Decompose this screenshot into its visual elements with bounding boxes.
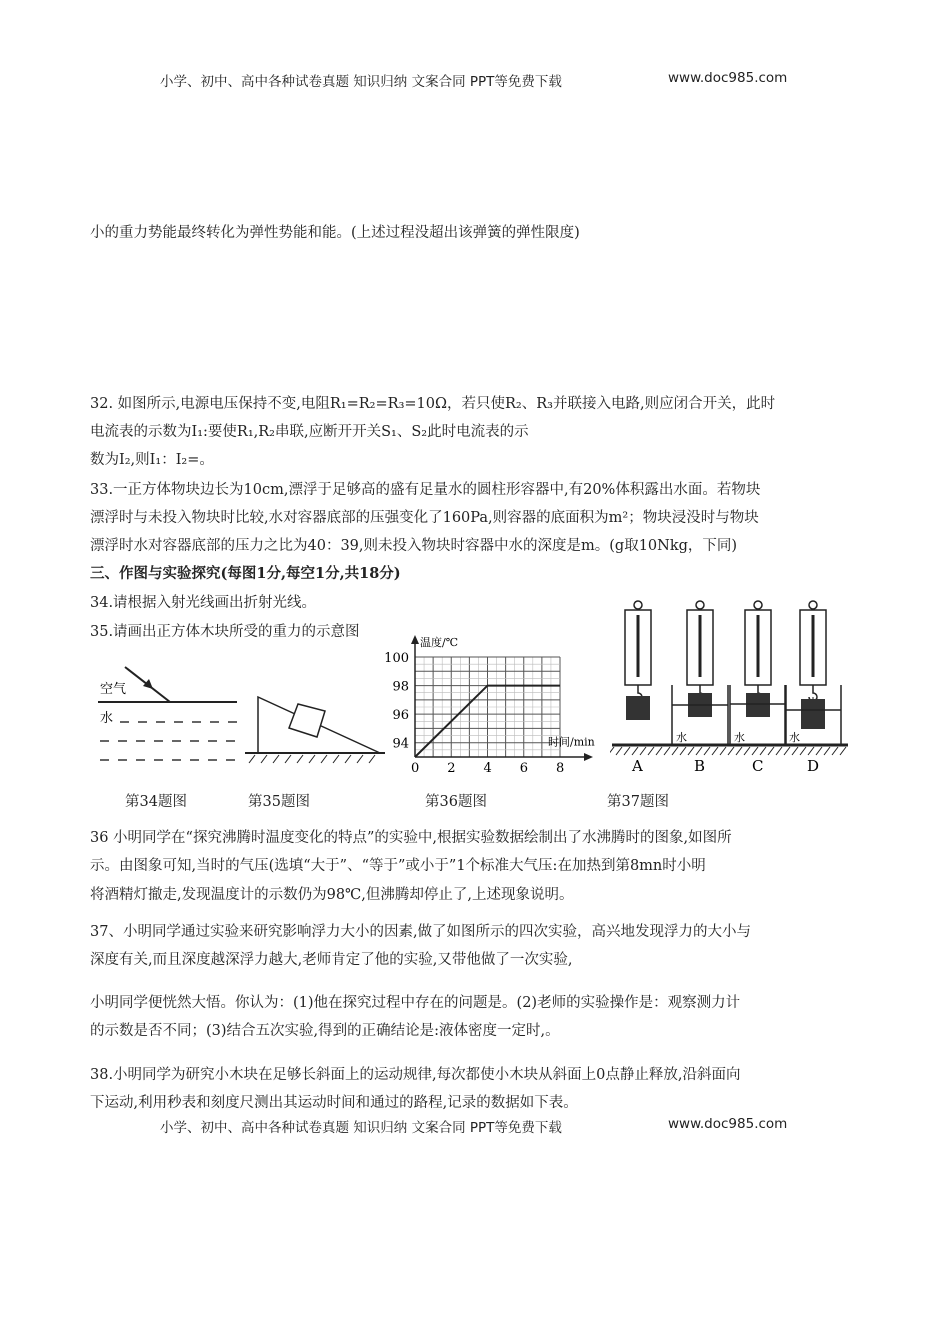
y-tick-label: 100 [384, 651, 409, 666]
ground-hatch [728, 747, 734, 755]
figure-36-chart [380, 635, 620, 775]
x-axis-arrow [584, 753, 593, 761]
caption-34: 第34题图 [125, 794, 187, 810]
ground-hatch [712, 747, 718, 755]
ground-hatch [792, 747, 798, 755]
q38-line: 38.小明同学为研究小木块在足够长斜面上的运动规律,每次都使小木块从斜面上0点静止释放,沿斜面向 [90, 1067, 741, 1083]
ground-hatch [672, 747, 678, 755]
y-axis-arrow [411, 635, 419, 644]
q37-line: 小明同学便恍然大悟。你认为：(1)他在探究过程中存在的问题是。(2)老师的实验操作是：观察测力计 [90, 995, 741, 1011]
ground-hatch [648, 747, 654, 755]
q33-line: 漂浮时水对容器底部的压力之比为40：39,则未投入物块时容器中水的深度是m。(g取10Nkg，下同) [90, 538, 738, 554]
y-tick-label: 98 [392, 679, 409, 695]
water-label: 水 [734, 731, 745, 744]
q34-line: 34.请根据入射光线画出折射光线。 [90, 595, 317, 611]
x-tick-label: 2 [447, 761, 456, 775]
ground-hatch [808, 747, 814, 755]
x-tick-label: 6 [519, 761, 529, 775]
header-text: 小学、初中、高中各种试卷真题 知识归纳 文案合同 PPT等免费下载 [160, 74, 562, 90]
scale-ring [754, 601, 762, 609]
ground-hatch [624, 747, 630, 755]
x-axis-label: 时间/min [548, 735, 595, 749]
y-axis-label: 温度/℃ [420, 636, 459, 649]
ground-hatch [824, 747, 830, 755]
scale-ring [634, 601, 642, 609]
ground-hatch [744, 747, 750, 755]
q38-line: 下运动,利用秒表和刻度尺测出其运动时间和通过的路程,记录的数据如下表。 [90, 1095, 578, 1111]
water-label: 水 [789, 731, 800, 744]
ground-hatch [640, 747, 646, 755]
label-D: D [807, 757, 820, 775]
q36-line: 36 小明同学在“探究沸腾时温度变化的特点”的实验中,根据实验数据绘制出了水沸腾时的图象,如图所 [90, 830, 732, 846]
text-line: 小的重力势能最终转化为弹性势能和能。(上述过程没超出该弹簧的弹性限度) [90, 225, 580, 241]
metal-block [801, 699, 825, 729]
y-tick-label: 94 [392, 736, 409, 752]
q37-line: 的示数是否不同；(3)结合五次实验,得到的正确结论是:液体密度一定时,。 [90, 1023, 560, 1039]
footer-site: www.doc985.com [668, 1116, 788, 1132]
figure-37-buoyancy [610, 595, 850, 775]
metal-block [746, 693, 770, 717]
water-label: 水 [676, 731, 687, 744]
q33-line: 漂浮时与未投入物块时比较,水对容器底部的压强变化了160Pa,则容器的底面积为m²；物块浸没时与物块 [90, 510, 759, 526]
section-heading: 三、作图与实验探究(每图1分,每空1分,共18分) [90, 565, 401, 582]
q35-line: 35.请画出正方体木块所受的重力的示意图 [90, 624, 360, 640]
scale-ring [809, 601, 817, 609]
q32-line: 32. 如图所示,电源电压保持不变,电阻R₁=R₂=R₃=10Ω，若只使R₂、R₃并联接入电路,则应闭合开关，此时 [90, 396, 776, 412]
x-tick-label: 0 [411, 761, 420, 775]
y-tick-label: 96 [392, 708, 409, 724]
ground-hatch [768, 747, 774, 755]
footer-text: 小学、初中、高中各种试卷真题 知识归纳 文案合同 PPT等免费下载 [160, 1120, 562, 1136]
ground-hatch [632, 747, 638, 755]
q36-line: 示。由图象可知,当时的气压(选填“大于”、“等于”或小于”1个标准大气压:在加热到第8mn时小明 [90, 858, 706, 874]
label-B: B [694, 757, 706, 775]
ground-hatch [616, 747, 622, 755]
ground-hatch [656, 747, 662, 755]
q36-line: 将酒精灯撤走,发现温度计的示数仍为98℃,但沸腾却停止了,上述现象说明。 [90, 887, 574, 903]
ground-hatch [680, 747, 686, 755]
x-tick-label: 8 [556, 761, 565, 775]
q32-line: 数为I₂,则I₁：I₂=。 [90, 452, 214, 468]
ground-hatch [776, 747, 782, 755]
water-label: 水 [100, 711, 114, 726]
q37-line: 37、小明同学通过实验来研究影响浮力大小的因素,做了如图所示的四次实验，高兴地发现浮力的大小与 [90, 924, 752, 940]
q37-line: 深度有关,而且深度越深浮力越大,老师肯定了他的实验,又带他做了一次实验, [90, 952, 573, 968]
air-label: 空气 [100, 682, 127, 697]
ground-hatch [752, 747, 758, 755]
ground-hatch [760, 747, 766, 755]
ground-hatch [696, 747, 702, 755]
caption-36: 第36题图 [425, 794, 487, 810]
ground-hatch [610, 747, 614, 755]
ground-hatch [800, 747, 806, 755]
q32-line: 电流表的示数为I₁:要使R₁,R₂串联,应断开开关S₁、S₂此时电流表的示 [90, 424, 529, 440]
metal-block [626, 696, 650, 720]
header-site: www.doc985.com [668, 70, 788, 86]
ground-hatch [840, 747, 846, 755]
ground-hatch [816, 747, 822, 755]
x-tick-label: 4 [483, 761, 492, 775]
ground-hatch [736, 747, 742, 755]
scale-ring [696, 601, 704, 609]
ground-hatch [832, 747, 838, 755]
ground-hatch [688, 747, 694, 755]
ground-hatch [720, 747, 726, 755]
ground-hatch [704, 747, 710, 755]
caption-35: 第35题图 [248, 794, 310, 810]
ground-hatch [784, 747, 790, 755]
q33-line: 33.一正方体物块边长为10cm,漂浮于足够高的盛有足量水的圆柱形容器中,有20%体积露出水面。若物块 [90, 482, 761, 498]
caption-37: 第37题图 [607, 794, 669, 810]
label-A: A [632, 757, 643, 775]
label-C: C [752, 757, 764, 775]
figure-35-incline [185, 665, 385, 765]
ground-hatch [664, 747, 670, 755]
